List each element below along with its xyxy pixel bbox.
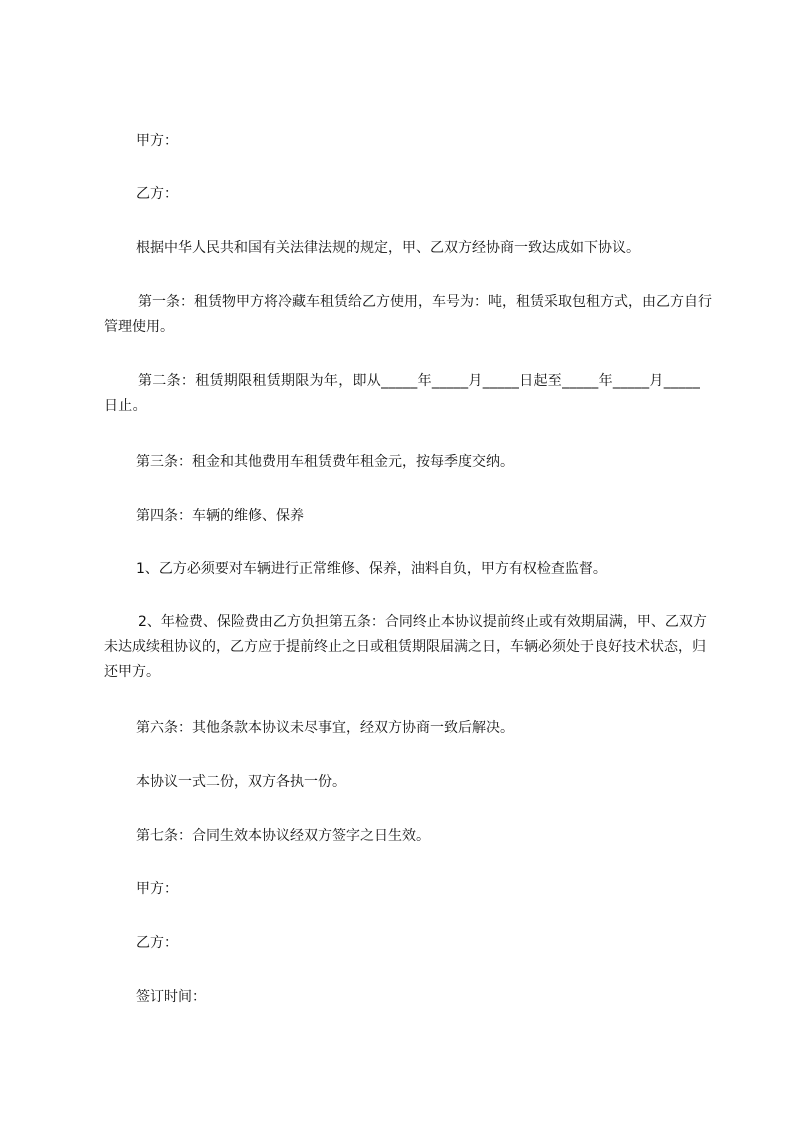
article-2: 第二条：租赁期限租赁期限为年，即从_____年_____月_____日起至_____年_____月_____日止。 bbox=[104, 373, 701, 414]
article-4-item-2: 2、年检费、保险费由乙方负担第五条：合同终止本协议提前终止或有效期届满，甲、乙双方未达成续租协议的，乙方应于提前终止之日或租赁期限届满之日，车辆必须处于良好技术状态，归还甲方。 bbox=[104, 614, 707, 680]
copies-clause: 本协议一式二份，双方各执一份。 bbox=[136, 774, 346, 790]
sign-date-label: 签订时间： bbox=[136, 989, 206, 1005]
article-6: 第六条：其他条款本协议未尽事宜，经双方协商一致后解决。 bbox=[136, 720, 514, 736]
article-7: 第七条：合同生效本协议经双方签字之日生效。 bbox=[136, 828, 430, 844]
preamble: 根据中华人民共和国有关法律法规的规定，甲、乙双方经协商一致达成如下协议。 bbox=[136, 240, 640, 256]
article-1: 第一条：租赁物甲方将冷藏车租赁给乙方使用，车号为：吨，租赁采取包租方式，由乙方自行管理使用。 bbox=[104, 294, 712, 335]
article-4-title: 第四条：车辆的维修、保养 bbox=[136, 508, 304, 524]
article-4-item-1: 1、乙方必须要对车辆进行正常维修、保养，油料自负，甲方有权检查监督。 bbox=[136, 561, 607, 577]
party-b-label-top: 乙方： bbox=[136, 186, 178, 202]
party-a-label-bottom: 甲方： bbox=[136, 881, 178, 897]
party-b-label-bottom: 乙方： bbox=[136, 935, 178, 951]
party-a-label-top: 甲方： bbox=[136, 133, 178, 149]
article-3: 第三条：租金和其他费用车租赁费年租金元，按每季度交纳。 bbox=[136, 454, 514, 470]
